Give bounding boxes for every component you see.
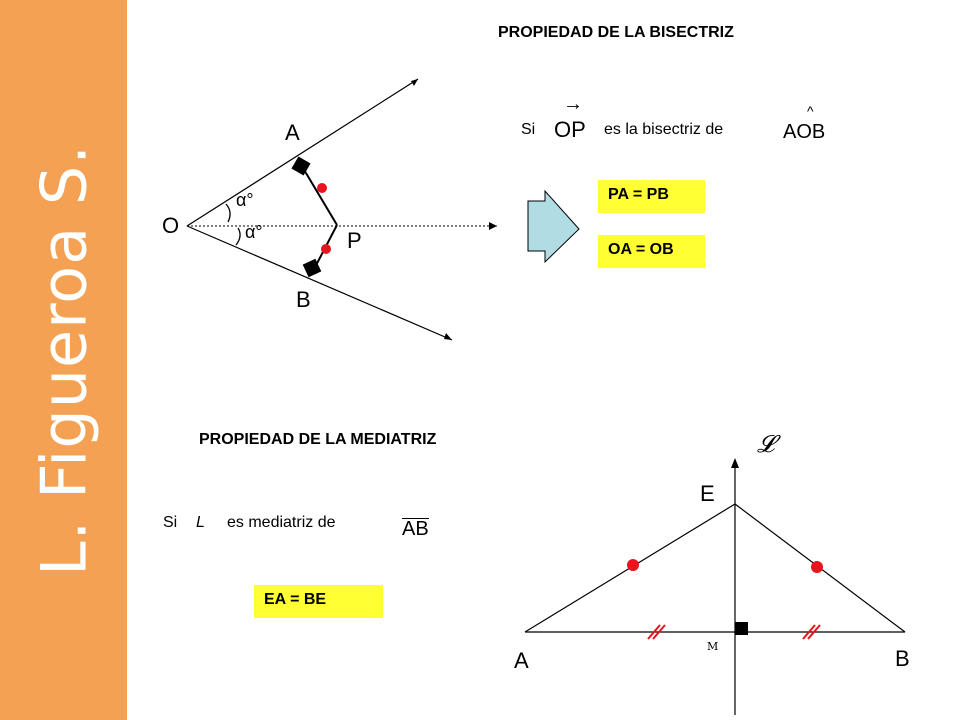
right-angle-mark-a bbox=[291, 156, 310, 175]
angle-arc-upper bbox=[226, 204, 230, 222]
equation-ea-be: EA = BE bbox=[254, 585, 383, 618]
ray-ob-arrowhead bbox=[444, 333, 452, 340]
ray-oa bbox=[187, 79, 418, 226]
heading-mediatriz: PROPIEDAD DE LA MEDIATRIZ bbox=[199, 431, 437, 448]
label-script-l: 𝓛 bbox=[757, 430, 775, 458]
text-si: Si bbox=[521, 121, 536, 138]
dot-ea bbox=[627, 559, 639, 571]
label-a-lower: A bbox=[514, 648, 529, 673]
vector-op: OP bbox=[554, 117, 586, 142]
vector-arrow: → bbox=[563, 93, 583, 115]
text-es-mediatriz: es mediatriz de bbox=[227, 514, 336, 531]
dot-eb bbox=[811, 561, 823, 573]
segment-pa bbox=[303, 168, 337, 225]
label-alpha-upper: α° bbox=[236, 190, 254, 210]
label-e: E bbox=[700, 481, 715, 506]
dot-pa bbox=[317, 183, 327, 193]
text-si-mediatriz: Si bbox=[163, 514, 178, 531]
right-angle-mark-m bbox=[735, 622, 748, 635]
ray-op-arrowhead bbox=[489, 222, 497, 230]
ray-oa-arrowhead bbox=[411, 79, 418, 86]
dot-pb bbox=[321, 244, 331, 254]
equation-pa-pb: PA = PB bbox=[598, 180, 705, 213]
equation-oa-ob: OA = OB bbox=[598, 235, 705, 268]
line-l-arrowhead bbox=[731, 458, 739, 468]
label-b-upper: B bbox=[296, 287, 311, 312]
text-l-italic: L bbox=[196, 514, 205, 531]
label-o: O bbox=[162, 213, 180, 238]
angle-aob: AOB bbox=[783, 121, 826, 143]
angle-arc-lower bbox=[236, 228, 240, 245]
heading-bisectriz: PROPIEDAD DE LA BISECTRIZ bbox=[498, 24, 734, 41]
label-b-lower: B bbox=[895, 646, 910, 671]
label-alpha-lower: α° bbox=[245, 222, 263, 242]
angle-hat: ^ bbox=[807, 103, 814, 119]
label-a-upper: A bbox=[285, 120, 300, 145]
segment-ab-label: AB bbox=[402, 518, 429, 540]
label-m: M bbox=[707, 640, 719, 653]
implication-arrow bbox=[528, 191, 579, 262]
text-es-bisectriz: es la bisectriz de bbox=[604, 121, 724, 138]
author-name: L. Figueroa S. bbox=[27, 144, 101, 576]
ray-ob bbox=[187, 226, 452, 340]
label-p: P bbox=[347, 228, 362, 253]
